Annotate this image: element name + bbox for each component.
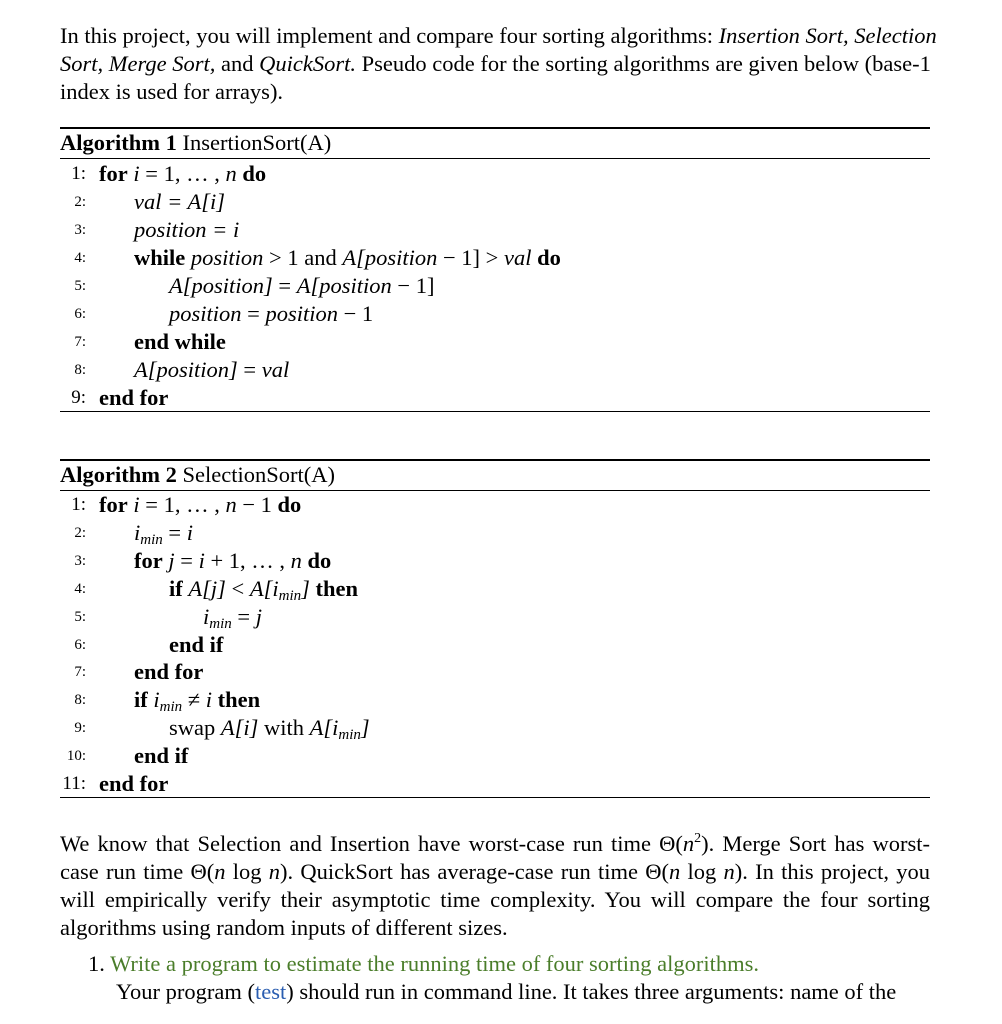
alg1-line-6: 6: position = position − 1	[74, 301, 374, 326]
alg2-line-7: 7: end for	[74, 659, 204, 684]
alg2-caption: Algorithm 2 SelectionSort(A)	[60, 462, 335, 487]
task-1-text: Your program (test) should run in command line. It takes three arguments: name of the	[116, 979, 897, 1004]
alg2-line-6: 6: end if	[74, 632, 224, 657]
task-1-heading: 1. Write a program to estimate the running time of four sorting algorithms.	[88, 951, 760, 976]
alg2-line-5: 5: $i_{min} = j$	[74, 604, 262, 632]
alg1-line-2: 2: val = A[i]	[74, 189, 226, 214]
alg2-line-3: 3: for j = i + 1, … , n do	[74, 548, 332, 573]
alg1-caption: Algorithm 1 InsertionSort(A)	[60, 130, 332, 155]
alg2-line-2: 2: $i_{min} = i$	[74, 520, 193, 548]
alg2-line-9: 9: swap A[i] with $A[i_{min}]$	[74, 715, 370, 743]
alg2-line-8: 8: if $i_{min} \ne i$ then	[74, 687, 261, 715]
complexity-paragraph: We know that Selection and Insertion have worst-case run time $\Theta(n^2)$. Merge Sort has worst- case run time Θ(n log n). QuickSort has average-case run time Θ(n log n). In this project, you will empirically verify their asymptotic time complexity. You will compare the four sorting algorithms using random inputs of different sizes.	[60, 831, 930, 940]
alg1-line-5: 5: A[position] = A[position − 1]	[74, 273, 435, 298]
alg1-line-7: 7: end while	[74, 329, 226, 354]
alg1-line-4: 4: while position > 1 and A[position − 1] > val do	[74, 245, 561, 270]
alg2-bottom-rule	[60, 797, 930, 798]
alg1-line-8: 8: A[position] = val	[74, 357, 290, 382]
intro-paragraph: In this project, you will implement and compare four sorting algorithms: Insertion Sort, Selection Sort, Merge Sort, and QuickSort. Pseudo code for the sorting algorithms are given below (base-1 index is used for arrays).	[60, 23, 937, 104]
test-link[interactable]: test	[254, 979, 287, 1004]
alg1-line-1: 1: for i = 1, … , n do	[71, 161, 267, 186]
alg1-bottom-rule	[60, 411, 930, 412]
alg1-line-9: 9: end for	[71, 385, 169, 410]
alg2-line-11: 11: end for	[62, 771, 169, 796]
alg1-line-3: 3: position = i	[74, 217, 240, 242]
alg1-caption-rule	[60, 158, 930, 159]
task-1-title[interactable]: Write a program to estimate the running time of four sorting algorithms.	[110, 951, 760, 976]
alg2-line-1: 1: for i = 1, … , n − 1 do	[71, 492, 302, 517]
alg2-line-10: 10: end if	[66, 743, 189, 768]
alg2-line-4: 4: if $A[j] < A[i_{min}]$ then	[74, 576, 359, 604]
